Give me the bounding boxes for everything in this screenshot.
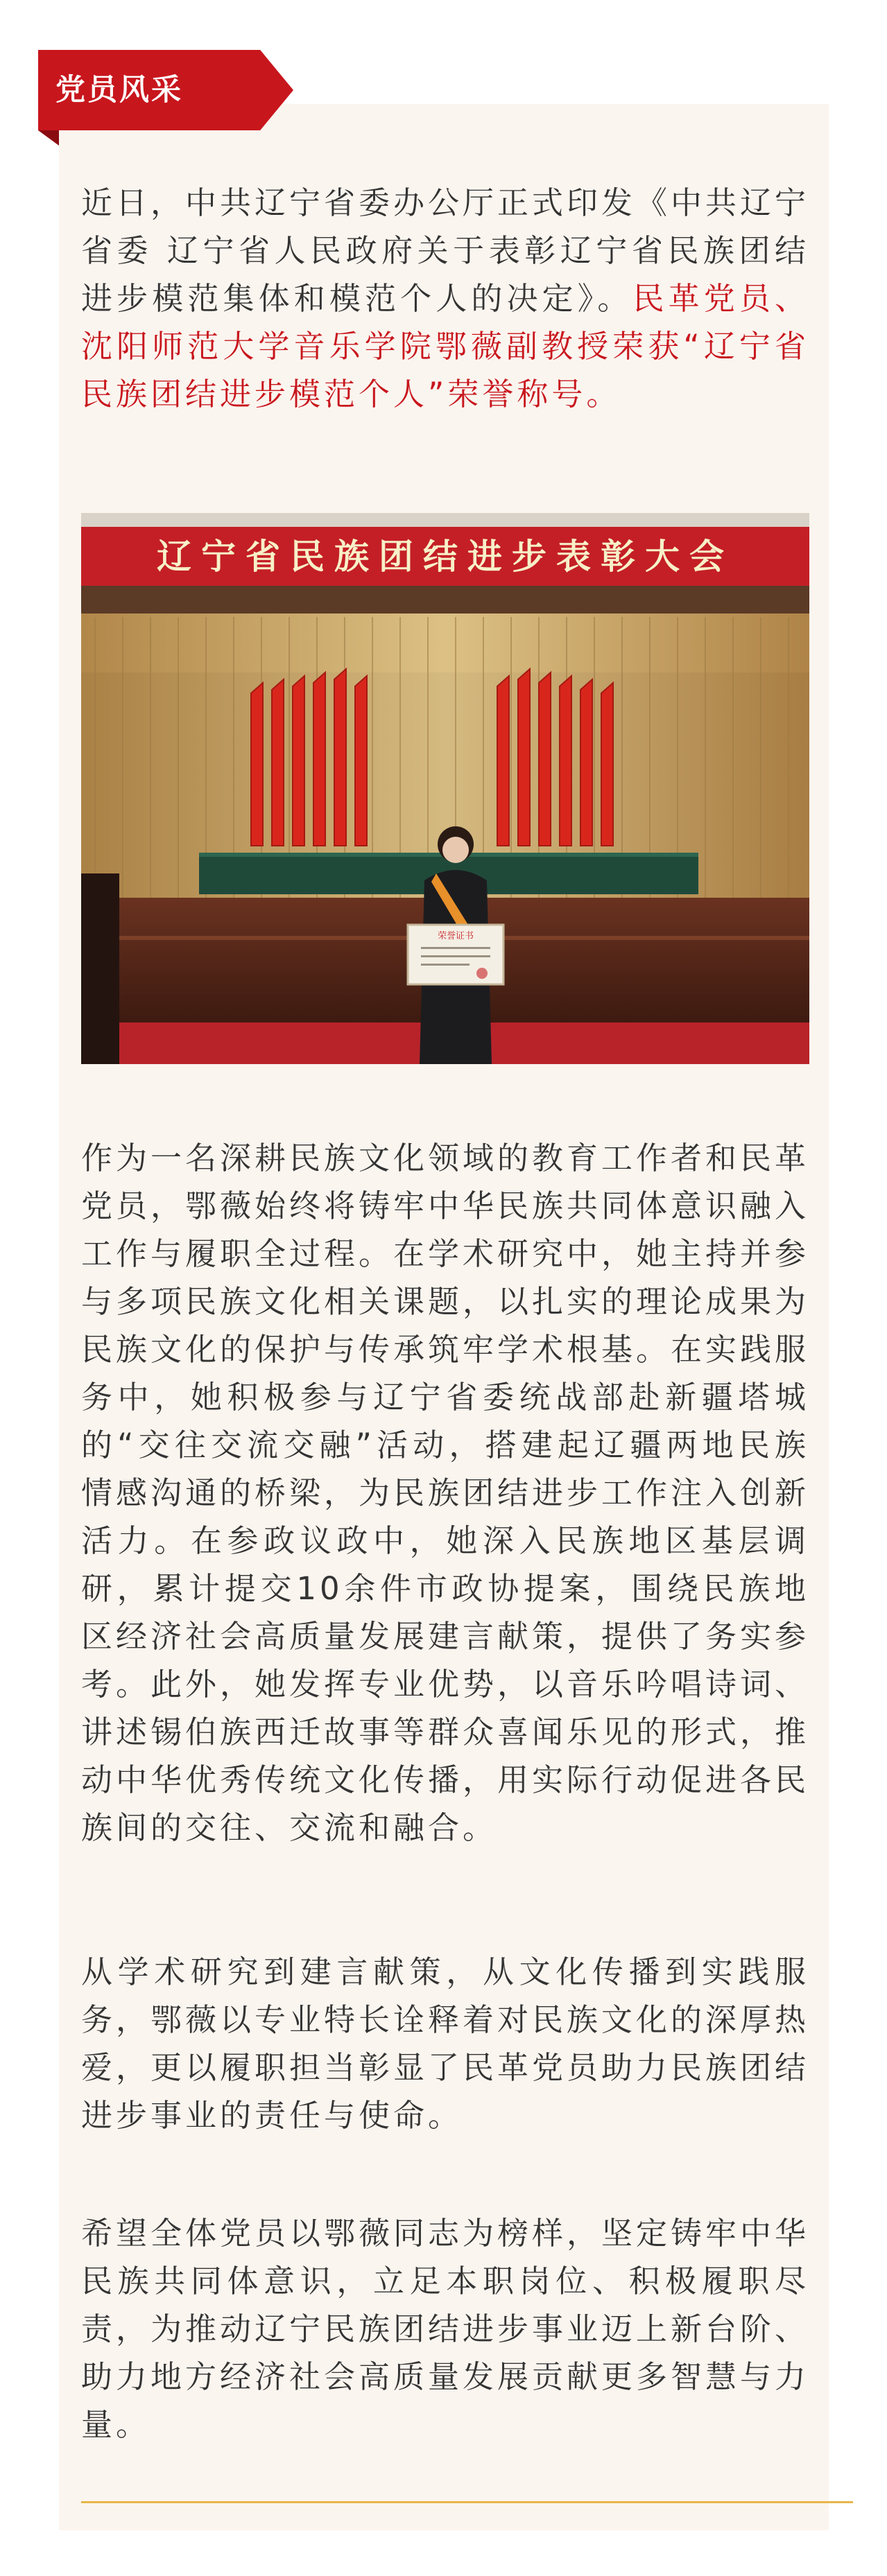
intro-text: 近日，中共辽宁省委办公厅正式印发《中共辽宁省委 辽宁省人民政府关于表彰辽宁省民族团结进步模范集体和模范个人的决定》。 bbox=[81, 184, 810, 317]
body-paragraph-1: 作为一名深耕民族文化领域的教育工作者和民革党员，鄂薇始终将铸牢中华民族共同体意识融入工作与履职全过程。在学术研究中，她主持并参与多项民族文化相关课题，以扎实的理论成果为民族文化的保护与传承筑牢学术根基。在实践服务中，她积极参与辽宁省委统战部赴新疆塔城的“交往交流交融”活动，搭建起辽疆两地民族情感沟通的桥梁，为民族团结进步工作注入创新活力。在参政议政中，她深入民族地区基层调研，累计提交10余件市政协提案，围绕民族地区经济社会高质量发展建言献策，提供了务实参考。此外，她发挥专业优势，以音乐吟唱诗词、讲述锡伯族西迁故事等群众喜闻乐见的形式，推动中华优秀传统文化传播，用实际行动促进各民族间的交往、交流和融合。 bbox=[81, 1140, 810, 1846]
intro-paragraph bbox=[81, 179, 809, 418]
body-paragraph-3: 希望全体党员以鄂薇同志为榜样，坚定铸牢中华民族共同体意识，立足本职岗位、积极履职尽责，为推动辽宁民族团结进步事业迈上新台阶、助力地方经济社会高质量发展贡献更多智慧与力量。 bbox=[81, 2215, 810, 2443]
intro-highlight-text: 民革党员、沈阳师范大学音乐学院鄂薇副教授荣获“辽宁省民族团结进步模范个人”荣誉称号。 bbox=[81, 280, 809, 412]
section-tag-label: 党员风采 bbox=[55, 73, 183, 107]
section-tag-fold bbox=[38, 130, 59, 146]
photo-banner-text: 辽宁省民族团结进步表彰大会 bbox=[157, 537, 734, 577]
footer-divider bbox=[81, 2501, 853, 2503]
award-ceremony-photo bbox=[81, 513, 809, 1064]
body-paragraph-2: 从学术研究到建言献策，从文化传播到实践服务，鄂薇以专业特长诠释着对民族文化的深厚热爱，更以履职担当彰显了民革党员助力民族团结进步事业的责任与使命。 bbox=[81, 1953, 810, 2134]
certificate-title: 荣誉证书 bbox=[437, 931, 474, 941]
